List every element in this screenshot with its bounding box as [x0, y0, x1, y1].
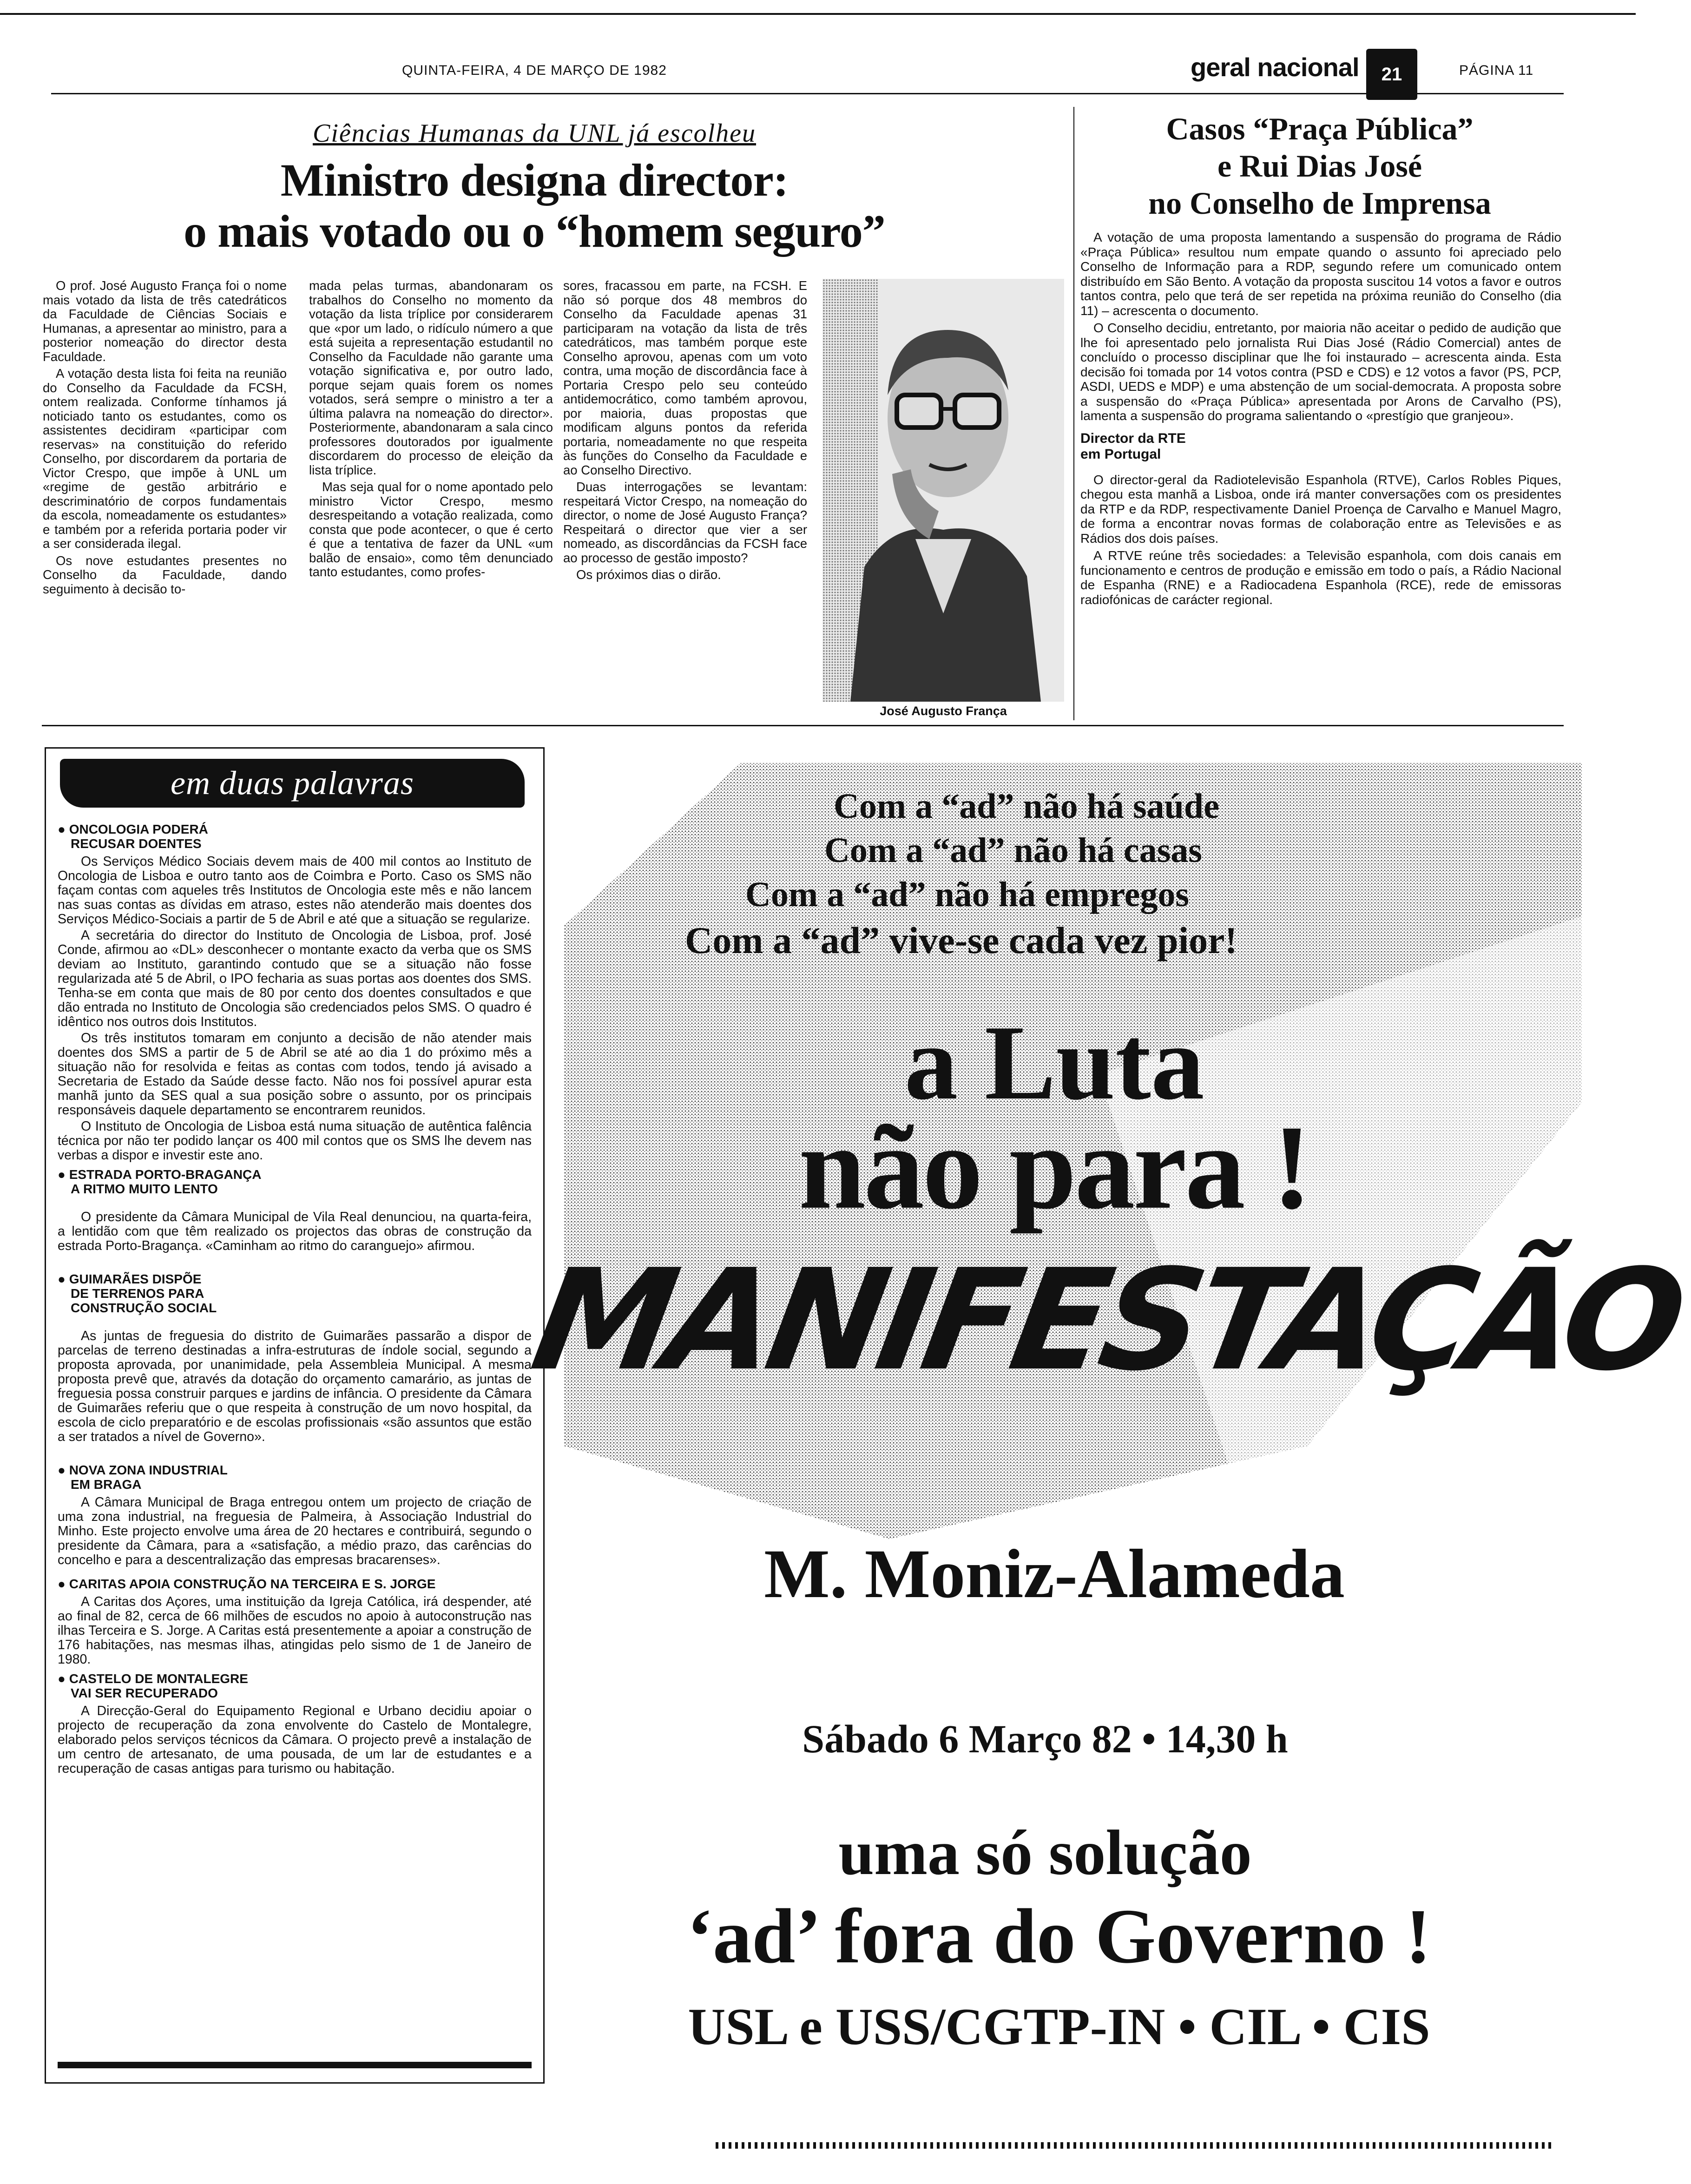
brief-paragraph: A Câmara Municipal de Braga entregou ontem um projecto de criação de uma zona industrial, na freguesia de Palmeira, à Associação Industrial do Minho. Este projecto envolve uma área de 20 hectares e contribuirá, segundo o presidente da Câmara, para a «satisfação, a médio prazo, das carências do concelho e para a descentralização das empresas bracarenses». [58, 1495, 532, 1567]
page-number: PÁGINA 11 [1459, 63, 1534, 78]
photo-caption: José Augusto França [880, 704, 1007, 718]
banner-text: em duas palavras [171, 764, 414, 802]
brief-title: VAI SER RECUPERADO [71, 1686, 218, 1700]
article-column-3 [563, 279, 807, 585]
ad-slogan-1: a Luta [904, 1003, 1204, 1122]
article-paragraph: Os nove estudantes presentes no Conselho da Faculdade, dando seguimento à decisão to- [43, 553, 287, 596]
top-rule [0, 13, 1636, 15]
column-divider [1073, 107, 1074, 720]
brief-paragraph: A secretária do director do Instituto de Oncologia de Lisboa, prof. José Conde, afirmou ao «DL» desconhecer o montante exacto da verba que os SMS deviam ao Instituto, garantindo contudo que se a situação não fosse regularizada até 5 de Abril, o IPO fecharia as suas portas aos doentes dos SMS. Tenha-se em conta que mais de 80 por cento dos doentes consultados e que dão entrada no Instituto de Oncologia são credenciados pelos SMS. O quadro é idêntico nos outros dois Institutos. [58, 928, 532, 1029]
brief-paragraph: A Direcção-Geral do Equipamento Regional e Urbano decidiu apoiar o projecto de recuperação da zona envolvente do Castelo de Montalegre, elaborado pelos serviços técnicos da Câmara. O projecto prevê a instalação de um centro de artesanato, de uma pousada, de um lar de estudantes e a recuperação de casas antigas para turismo ou habitação. [58, 1704, 532, 1776]
brief-title: ● NOVA ZONA INDUSTRIAL [58, 1463, 228, 1477]
subhead: Director da RTE [1080, 430, 1186, 446]
ad-place: M. Moniz-Alameda [764, 1535, 1345, 1612]
article-paragraph: A votação desta lista foi feita na reunião do Conselho da Faculdade da FCSH, ontem realizada. Conforme tínhamos já noticiado tanto os estudantes, como os assistentes decidiram «participar com reservas» na constituição do referido Conselho, por discordarem da portaria de Victor Crespo, que impõe à UNL um «regime de gestão arbitrário e descriminatório de corpos fundamentais da escola, nomeadamente os estudantes» e também por a referida portaria poder vir a ser considerada ilegal. [43, 366, 287, 551]
ad-manifestacao: MANIFESTAÇÃO [522, 1239, 1691, 1401]
section-title: geral nacional [1191, 53, 1359, 82]
ad-solution-2: ‘ad’ fora do Governo ! [687, 1893, 1431, 1980]
article-column-1 [43, 279, 287, 599]
ad-line-4: Com a “ad” vive-se cada vez pior! [685, 919, 1237, 961]
brief-title: CONSTRUÇÃO SOCIAL [71, 1301, 217, 1315]
portrait-illustration [822, 279, 1064, 702]
brief-paragraph: A Caritas dos Açores, uma instituição da Igreja Católica, irá despender, até ao final de 82, cerca de 66 milhões de escudos no apoio à autoconstrução nas ilhas Terceira e S. Jorge. A Caritas está presentemente a apoiar a construção de 176 habitações, nas mesmas ilhas, atingidas pelo sismo de 1 de Janeiro de 1980. [58, 1594, 532, 1667]
brief-paragraph: Os três institutos tomaram em conjunto a decisão de não atender mais doentes dos SMS a partir de 5 de Abril se até ao dia 1 do próximo mês a situação não for resolvida e feitas as contas com todos, tendo já avisado a Secretaria de Estado da Saúde desse facto. Não nos foi possível apurar esta manhã junto da SES qual a sua posição sobre o assunto, por os principais responsáveis daquele departamento se encontrarem reunidos. [58, 1031, 532, 1118]
brief-item [58, 1167, 532, 1253]
brief-title: ● GUIMARÃES DISPÕE [58, 1272, 202, 1286]
section-rule [42, 725, 1564, 726]
article-column-2 [309, 279, 553, 582]
section-badge: 21 [1366, 49, 1417, 100]
brief-item [58, 822, 532, 1163]
brief-title: ● ONCOLOGIA PODERÁ [58, 822, 208, 836]
header-rule [51, 93, 1564, 94]
brief-item [58, 1671, 532, 1776]
brief-paragraph: O presidente da Câmara Municipal de Vila Real denunciou, na quarta-feira, a lentidão com que têm realizado os projectos das obras de construção da estrada Porto-Bragança. «Caminham ao ritmo do caranguejo» afirmou. [58, 1210, 532, 1253]
brief-title: EM BRAGA [71, 1477, 142, 1492]
ad-solution-1: uma só solução [838, 1817, 1252, 1888]
portrait-photo [822, 279, 1064, 702]
brief-paragraph: Os Serviços Médico Sociais devem mais de 400 mil contos ao Instituto de Oncologia de Lisboa e outro tanto aos de Coimbra e Porto. Caso os SMS não façam contas com aqueles três Institutos de Oncologia este mês e não lancem nas suas contas as dívidas em atraso, estes não atenderão mais doentes dos Serviços Médico-Sociais a partir de 5 de Abril e até que a situação se regularize. [58, 854, 532, 927]
article-headline-2: o mais votado ou o “homem seguro” [184, 205, 885, 257]
box-bottom-bar [58, 2062, 532, 2068]
article-paragraph: A RTVE reúne três sociedades: a Televisão espanhola, com dois canais em funcionamento e centros de produção e emissão em todo o país, a Rádio Nacional de Espanha (RNE) e a Radiocadena Espanhola (RCE), rede de emissoras radiofónicas de carácter regional. [1080, 548, 1561, 607]
article-headline-1: Ministro designa director: [280, 154, 789, 206]
brief-title: ● ESTRADA PORTO-BRAGANÇA [58, 1167, 262, 1182]
article-paragraph: Os próximos dias o dirão. [576, 567, 721, 582]
article-paragraph: O prof. José Augusto França foi o nome mais votado da lista de três catedráticos da Faculdade de Ciências Sociais e Humanas, a apresentar ao ministro, para a posterior nomeação do director desta Faculdade. [43, 278, 287, 364]
brief-item [58, 1272, 532, 1444]
article-kicker: Ciências Humanas da UNL já escolheu [312, 119, 757, 148]
em-duas-palavras-box [45, 747, 545, 2084]
right-headline-3: no Conselho de Imprensa [1148, 185, 1491, 221]
brief-item [58, 1577, 532, 1667]
right-headline-1: Casos “Praça Pública” [1166, 111, 1474, 146]
em-duas-palavras-banner [60, 759, 525, 808]
ad-date-time: Sábado 6 Março 82 • 14,30 h [802, 1717, 1288, 1761]
brief-title: ● CARITAS APOIA CONSTRUÇÃO NA TERCEIRA E S. JORGE [58, 1577, 436, 1591]
brief-paragraph: O Instituto de Oncologia de Lisboa está numa situação de autêntica falência técnica por não ter podido lançar os 400 mil contos que os SMS lhe devem nas verbas a dispor e investir este ano. [58, 1119, 532, 1163]
article-paragraph: A votação de uma proposta lamentando a suspensão do programa de Rádio «Praça Pública» resultou num empate quando o assunto foi apreciado pelo Conselho de Informação para a RDP, segundo refere um comunicado ontem distribuído em São Bento. A votação da proposta suscitou 14 votos a favor e outros tantos contra, pelo que terá de ser repetida na próxima reunião do Conselho (dia 11) – acrescenta o documento. [1080, 230, 1561, 318]
article-paragraph: sores, fracassou em parte, na FCSH. E não só porque dos 48 membros do Conselho da Faculdade apenas 31 participaram na votação da lista de três catedráticos, mas também porque este Conselho aprovou, apenas com um voto contra, uma moção de discordância face à Portaria Crespo pelo seu conteúdo antidemocrático, como também aprovou, por maioria, duas propostas que modificam alguns pontos da referida portaria, nomeadamente no que respeita às funções do Conselho da Faculdade e ao Conselho Directivo. [563, 278, 807, 477]
brief-list [58, 817, 532, 1778]
ad-organisations: USL e USS/CGTP-IN • CIL • CIS [688, 1998, 1430, 2056]
ad-line-3: Com a “ad” não há empregos [745, 875, 1189, 914]
right-headline-2: e Rui Dias José [1217, 148, 1422, 184]
brief-title: DE TERRENOS PARA [71, 1286, 204, 1301]
rally-advertisement [522, 749, 1691, 2097]
ad-line-1: Com a “ad” não há saúde [834, 787, 1219, 826]
article-paragraph: Duas interrogações se levantam: respeitará Victor Crespo, na nomeação do director, o nome de José Augusto França? Respeitará o director que vier a ser nomeado, as discordâncias da FCSH face ao processo de gestão imposto? [563, 480, 807, 565]
article-paragraph: Mas seja qual for o nome apontado pelo ministro Victor Crespo, mesmo desrespeitando a votação realizada, como consta que pode acontecer, o que é certo é que a tentativa de fazer da UNL «um balão de ensaio», como têm denunciado tanto estudantes, como profes- [309, 480, 553, 579]
brief-title: RECUSAR DOENTES [71, 836, 202, 851]
article-paragraph: mada pelas turmas, abandonaram os trabalhos do Conselho no momento da votação da lista tríplice por considerarem que «por um lado, o ridículo número a que está sujeita a representação estudantil no Conselho da Faculdade não garante uma votação significativa e, por outro lado, porque sejam quais forem os nomes votados, será sempre o ministro a ter a última palavra na nomeação do director». Posteriormente, abandonaram a sala cinco professores doutorados por igualmente discordarem do processo de eleição da lista tríplice. [309, 278, 553, 477]
header-date: QUINTA-FEIRA, 4 DE MARÇO DE 1982 [402, 63, 667, 78]
brief-paragraph: As juntas de freguesia do distrito de Guimarães passarão a dispor de parcelas de terreno destinadas a infra-estruturas de índole social, segundo a proposta aprovada, por unanimidade, pela Assembleia Municipal. A mesma proposta prevê que, através da dotação do orçamento camarário, as juntas de freguesia possa construir parques e jardins de infância. O presidente da Câmara de Guimarães referiu que o que respeita à construção de um novo hospital, da escola de ciclo preparatório e de escolas profissionais «são assuntos que estão a ser tratados a nível de Governo». [58, 1329, 532, 1444]
brief-title: ● CASTELO DE MONTALEGRE [58, 1671, 248, 1686]
brief-item [58, 1463, 532, 1567]
bottom-dotted-strip [716, 2142, 1552, 2149]
ad-slogan-2: não para ! [798, 1100, 1310, 1234]
right-article-body [1080, 230, 1561, 610]
brief-title: A RITMO MUITO LENTO [71, 1182, 218, 1196]
ad-line-2: Com a “ad” não há casas [824, 831, 1202, 870]
subhead: em Portugal [1080, 446, 1161, 462]
article-paragraph: O director-geral da Radiotelevisão Espanhola (RTVE), Carlos Robles Piques, chegou esta manhã a Lisboa, onde irá manter conversações com os presidentes da RTP e da RDP, respectivamente Daniel Proença de Carvalho e Manuel Magro, de forma a encontrar novas formas de colaboração entre as Televisões e as Rádios dos dois países. [1080, 472, 1561, 546]
article-paragraph: O Conselho decidiu, entretanto, por maioria não aceitar o pedido de audição que lhe foi apresentado pelo jornalista Rui Dias José (Rádio Comercial) antes de concluído o processo disciplinar que lhe foi instaurado – acrescenta ainda. Esta decisão foi tomada por 14 votos contra (PSD e CDS) e 12 votos a favor (PS, PCP, ASDI, UEDS e MDP) e uma abstenção de um social-democrata. A proposta sobre a suspensão do «Praça Pública» apresentada por Arons de Carvalho (PS), lamenta a suspensão do programa salientando o «prestígio que granjeou». [1080, 321, 1561, 423]
